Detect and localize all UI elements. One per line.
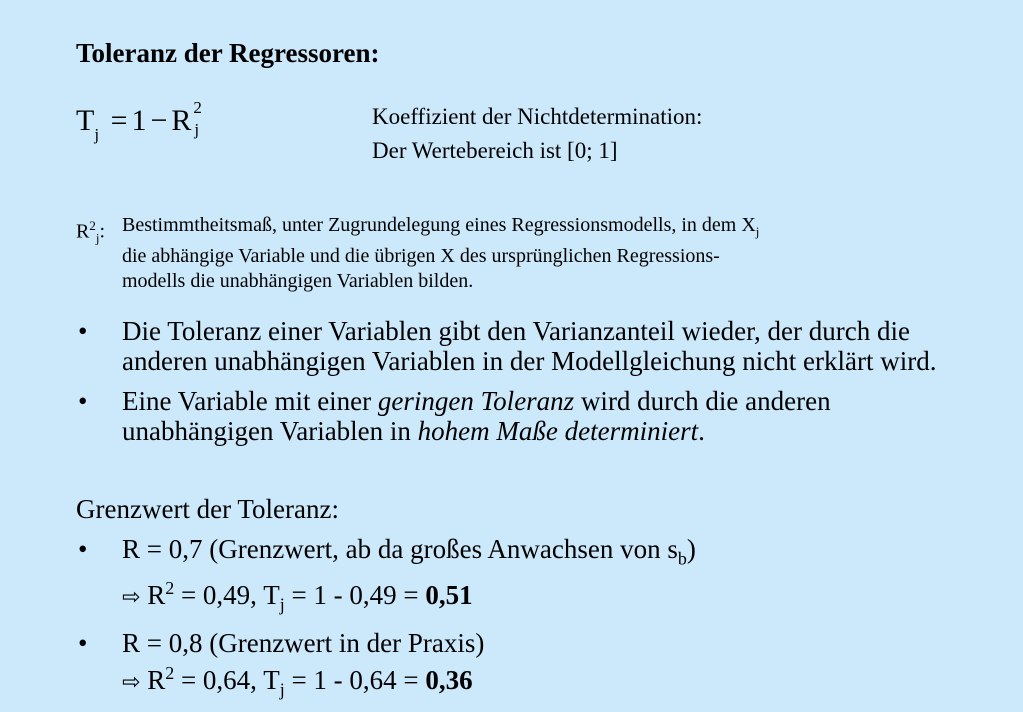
bullet-emphasis: geringen Toleranz [377,386,575,416]
tolerance-bullets [76,316,976,456]
bullet-icon: • [78,316,88,346]
formula-equals: = [110,104,128,137]
formula-one: 1 [131,104,147,137]
bullet-item [76,386,976,446]
def-label-r: R [76,220,90,243]
bullet-icon: • [78,627,88,658]
formula-note [372,100,702,168]
limit-sub: b [677,548,687,569]
formula-r-exp: 2 [193,98,202,117]
limit-line-2 [122,658,976,704]
limit-item [76,628,976,704]
formula-t: T [76,104,95,137]
def-text-sub: j [755,224,760,239]
bullet-text [122,386,831,446]
limit-text: R [147,664,166,695]
formula-minus: − [150,104,168,137]
formula-r-sub: j [194,120,200,139]
formula-r-indices [191,98,209,139]
limit-text: = 0,64, T [174,664,280,695]
limit-text: = 0,49, T [174,580,280,611]
note-line-2: Der Wertebereich ist [0; 1] [372,138,618,163]
bullet-text-part: . [698,416,705,446]
def-label-sub: j [95,230,100,246]
formula-t-sub: j [94,125,100,144]
limit-result: 0,36 [425,664,473,695]
def-label-colon: : [99,220,106,243]
limit-sup: 2 [165,662,175,683]
limit-text: = 1 - 0,64 = [284,664,426,695]
limit-sub: j [279,679,285,700]
limit-text: R [147,580,166,611]
bullet-text-part: wird durch die anderen unabhängigen Variablen in [122,386,831,446]
bullet-text: Die Toleranz einer Variablen gibt den Varianzanteil wieder, der durch die anderen unabhängigen Variablen in der Modellgleichung nicht erklärt wird. [122,316,937,376]
def-text-1: Bestimmtheitsmaß, unter Zugrundelegung eines Regressionsmodells, in dem X [122,214,756,236]
note-line-1: Koeffizient der Nichtdetermination: [372,104,703,129]
limit-line-1: R = 0,8 (Grenzwert in der Praxis) [122,627,485,658]
slide-title: Toleranz der Regressoren: [76,38,380,68]
limit-title: Grenzwert der Toleranz: [76,494,339,524]
r2-definition [76,213,976,294]
limit-line-2 [122,573,976,619]
limit-text: ) [686,534,696,564]
def-line-2: die abhängige Variable und die übrigen X des ursprünglichen Regressions- [122,245,720,267]
limit-result: 0,51 [425,580,473,611]
limit-item [76,534,976,620]
limit-sup: 2 [165,578,175,599]
limit-text: = 1 - 0,49 = [284,580,426,611]
definition-label [76,213,105,251]
tolerance-formula [76,98,209,144]
definition-text [122,213,976,294]
arrow-right-icon: ⇨ [122,669,141,695]
limit-bullets [76,534,976,712]
def-line-1 [122,213,976,244]
limit-sub: j [279,594,285,615]
bullet-icon: • [78,386,88,416]
formula-r: R [171,104,192,137]
limit-text: R = 0,7 (Grenzwert, ab da großes Anwachsen von s [122,534,678,564]
arrow-right-icon: ⇨ [122,585,141,611]
def-line-3: modells die unabhängigen Variablen bilden. [122,270,474,292]
limit-line-1 [122,534,976,573]
bullet-text-part: Eine Variable mit einer [122,386,378,416]
def-label-sup: 2 [89,218,96,233]
bullet-icon: • [78,534,88,564]
bullet-emphasis: hohem Maße determiniert [417,416,699,446]
bullet-item [76,316,976,376]
